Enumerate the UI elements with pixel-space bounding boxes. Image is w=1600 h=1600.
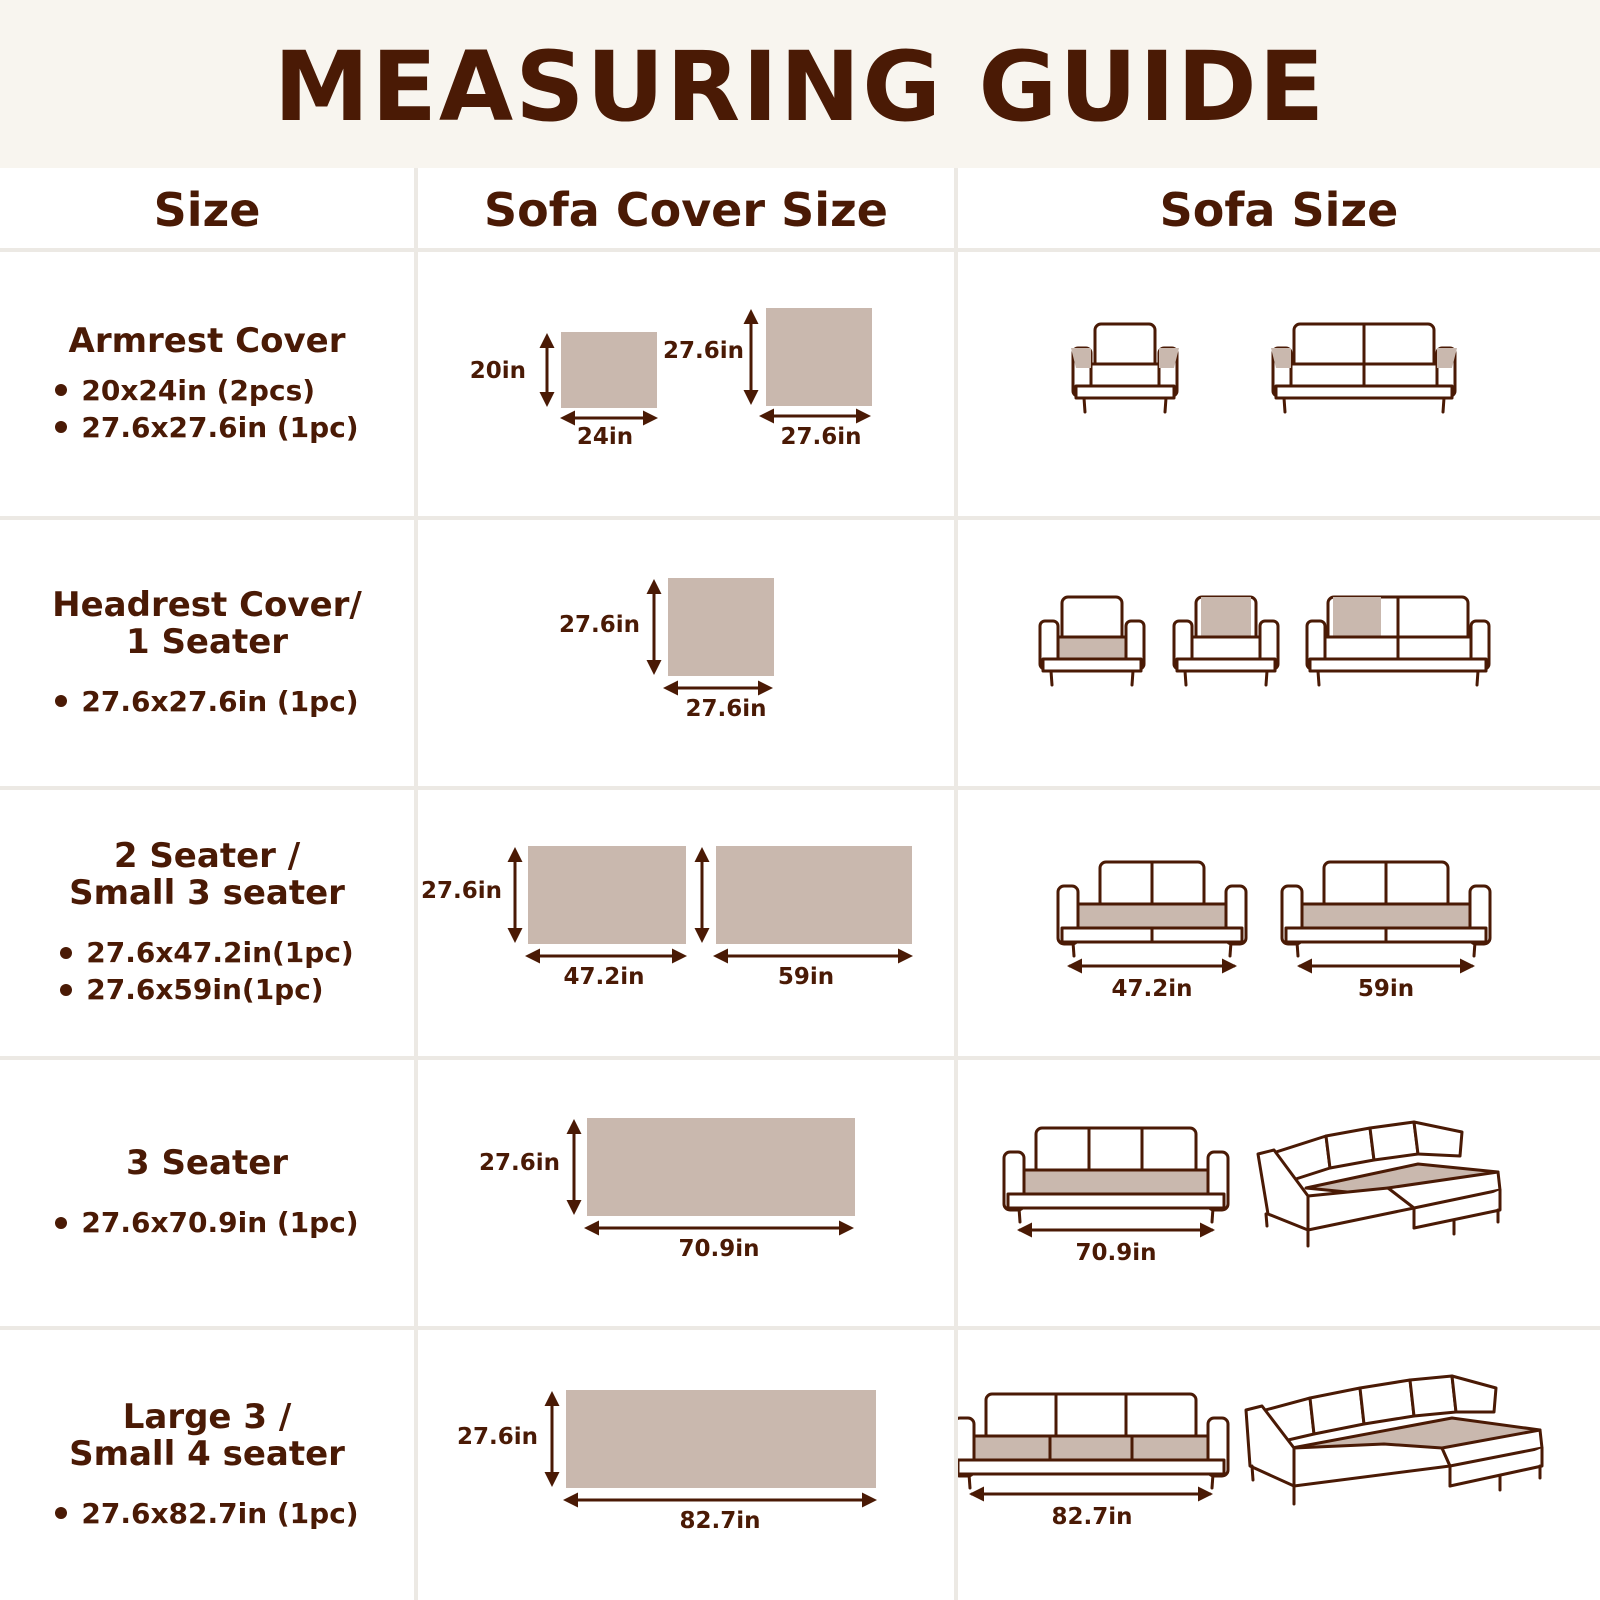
bullet-icon [55, 384, 67, 396]
header-band [0, 0, 1600, 168]
list-item [60, 934, 353, 971]
bullet-icon [55, 695, 67, 707]
size-list [55, 1495, 358, 1532]
width-label: 24in [576, 424, 634, 450]
sofa-width-label: 82.7in [1051, 1504, 1133, 1530]
height-label: 27.6in [456, 1424, 538, 1450]
list-item [55, 372, 358, 409]
width-label: 27.6in [780, 424, 862, 450]
cover-diagram-3-seater [479, 1118, 855, 1262]
loveseat-headrest-cover-icon [1307, 597, 1489, 685]
cover-swatch [561, 332, 657, 408]
list-item [55, 683, 358, 720]
cover-swatch [587, 1118, 855, 1216]
sectional-sofa-icon [1258, 1122, 1500, 1246]
cover-diagram-2-seater [421, 846, 912, 990]
armchair-icon [1071, 324, 1179, 412]
cover-diagram-headrest [559, 578, 774, 722]
bullet-icon [55, 1217, 67, 1229]
size-name-line: Small 4 seater [69, 1433, 345, 1474]
height-label: 27.6in [478, 1150, 560, 1176]
size-name-line: Small 3 seater [69, 873, 345, 913]
size-name [126, 1145, 288, 1182]
col-header-cover-size: Sofa Cover Size [484, 183, 888, 237]
page-title: MEASURING GUIDE [273, 31, 1327, 143]
col-header-size: Size [153, 183, 261, 237]
size-list [55, 372, 358, 446]
cover-swatch [668, 578, 774, 676]
size-name-line: 3 Seater [125, 1143, 289, 1183]
bullet-icon [60, 984, 72, 996]
sectional-sofa-icon [1246, 1376, 1542, 1504]
size-name [68, 320, 346, 361]
size-value: 27.6x27.6in (1pc) [81, 684, 359, 718]
size-name-line: Large 3 / [122, 1396, 292, 1437]
size-value: 27.6x59in(1pc) [86, 973, 324, 1006]
size-table [0, 168, 1600, 1600]
cover-swatch [566, 1390, 876, 1488]
list-item [55, 409, 358, 446]
height-label: 27.6in [420, 878, 502, 904]
size-list [55, 1204, 358, 1241]
loveseat-icon [1271, 324, 1457, 412]
height-label: 27.6in [662, 338, 744, 364]
list-item [55, 1495, 358, 1532]
armchair-seat-cover-icon [1040, 597, 1144, 685]
height-label: 27.6in [558, 612, 640, 638]
size-name [69, 1396, 345, 1474]
bullet-icon [55, 1507, 67, 1519]
cover-diagram-large-3-seater [457, 1390, 876, 1534]
sofa-illustrations [958, 252, 1600, 1600]
width-label: 27.6in [685, 696, 767, 722]
three-seater-sofa-icon [1004, 1128, 1228, 1222]
cover-swatch [528, 846, 686, 944]
size-name [52, 584, 362, 662]
width-label: 59in [777, 964, 835, 990]
col-header-sofa-size: Sofa Size [1159, 183, 1399, 237]
width-label: 70.9in [678, 1236, 760, 1262]
sofa-width-label: 47.2in [1111, 976, 1193, 1002]
size-name-line: 1 Seater [125, 621, 289, 662]
size-name-line: 2 Seater / [113, 836, 301, 876]
sofa-width-label: 70.9in [1075, 1240, 1157, 1266]
three-seater-sofa-icon [958, 1394, 1228, 1488]
table-row [0, 520, 414, 786]
table-row [0, 790, 414, 1056]
cover-swatch [766, 308, 872, 406]
width-label: 47.2in [563, 964, 645, 990]
height-label: 20in [469, 358, 526, 384]
size-name-line: Headrest Cover/ [52, 584, 362, 625]
list-item [60, 971, 353, 1008]
size-value: 20x24in (2pcs) [81, 373, 316, 407]
width-label: 82.7in [679, 1508, 761, 1534]
loveseat-icon [1058, 862, 1246, 956]
table-row [0, 1060, 414, 1326]
table-row [0, 252, 414, 516]
bullet-icon [55, 421, 67, 433]
size-value: 27.6x70.9in (1pc) [81, 1206, 359, 1239]
size-value: 27.6x82.7in (1pc) [81, 1496, 359, 1530]
sofa-width-label: 59in [1357, 976, 1415, 1002]
cover-swatch [716, 846, 912, 944]
cover-diagrams [418, 252, 954, 1600]
cover-diagram-armrest [470, 308, 872, 450]
size-name-line: Armrest Cover [68, 320, 346, 361]
size-name [69, 838, 345, 912]
bullet-icon [60, 947, 72, 959]
loveseat-icon [1282, 862, 1490, 956]
size-list [60, 934, 353, 1008]
size-value: 27.6x47.2in(1pc) [86, 936, 354, 969]
size-list [55, 683, 358, 720]
list-item [55, 1204, 358, 1241]
table-row [0, 1330, 414, 1600]
armchair-headrest-cover-icon [1174, 597, 1278, 685]
size-value: 27.6x27.6in (1pc) [81, 410, 359, 444]
